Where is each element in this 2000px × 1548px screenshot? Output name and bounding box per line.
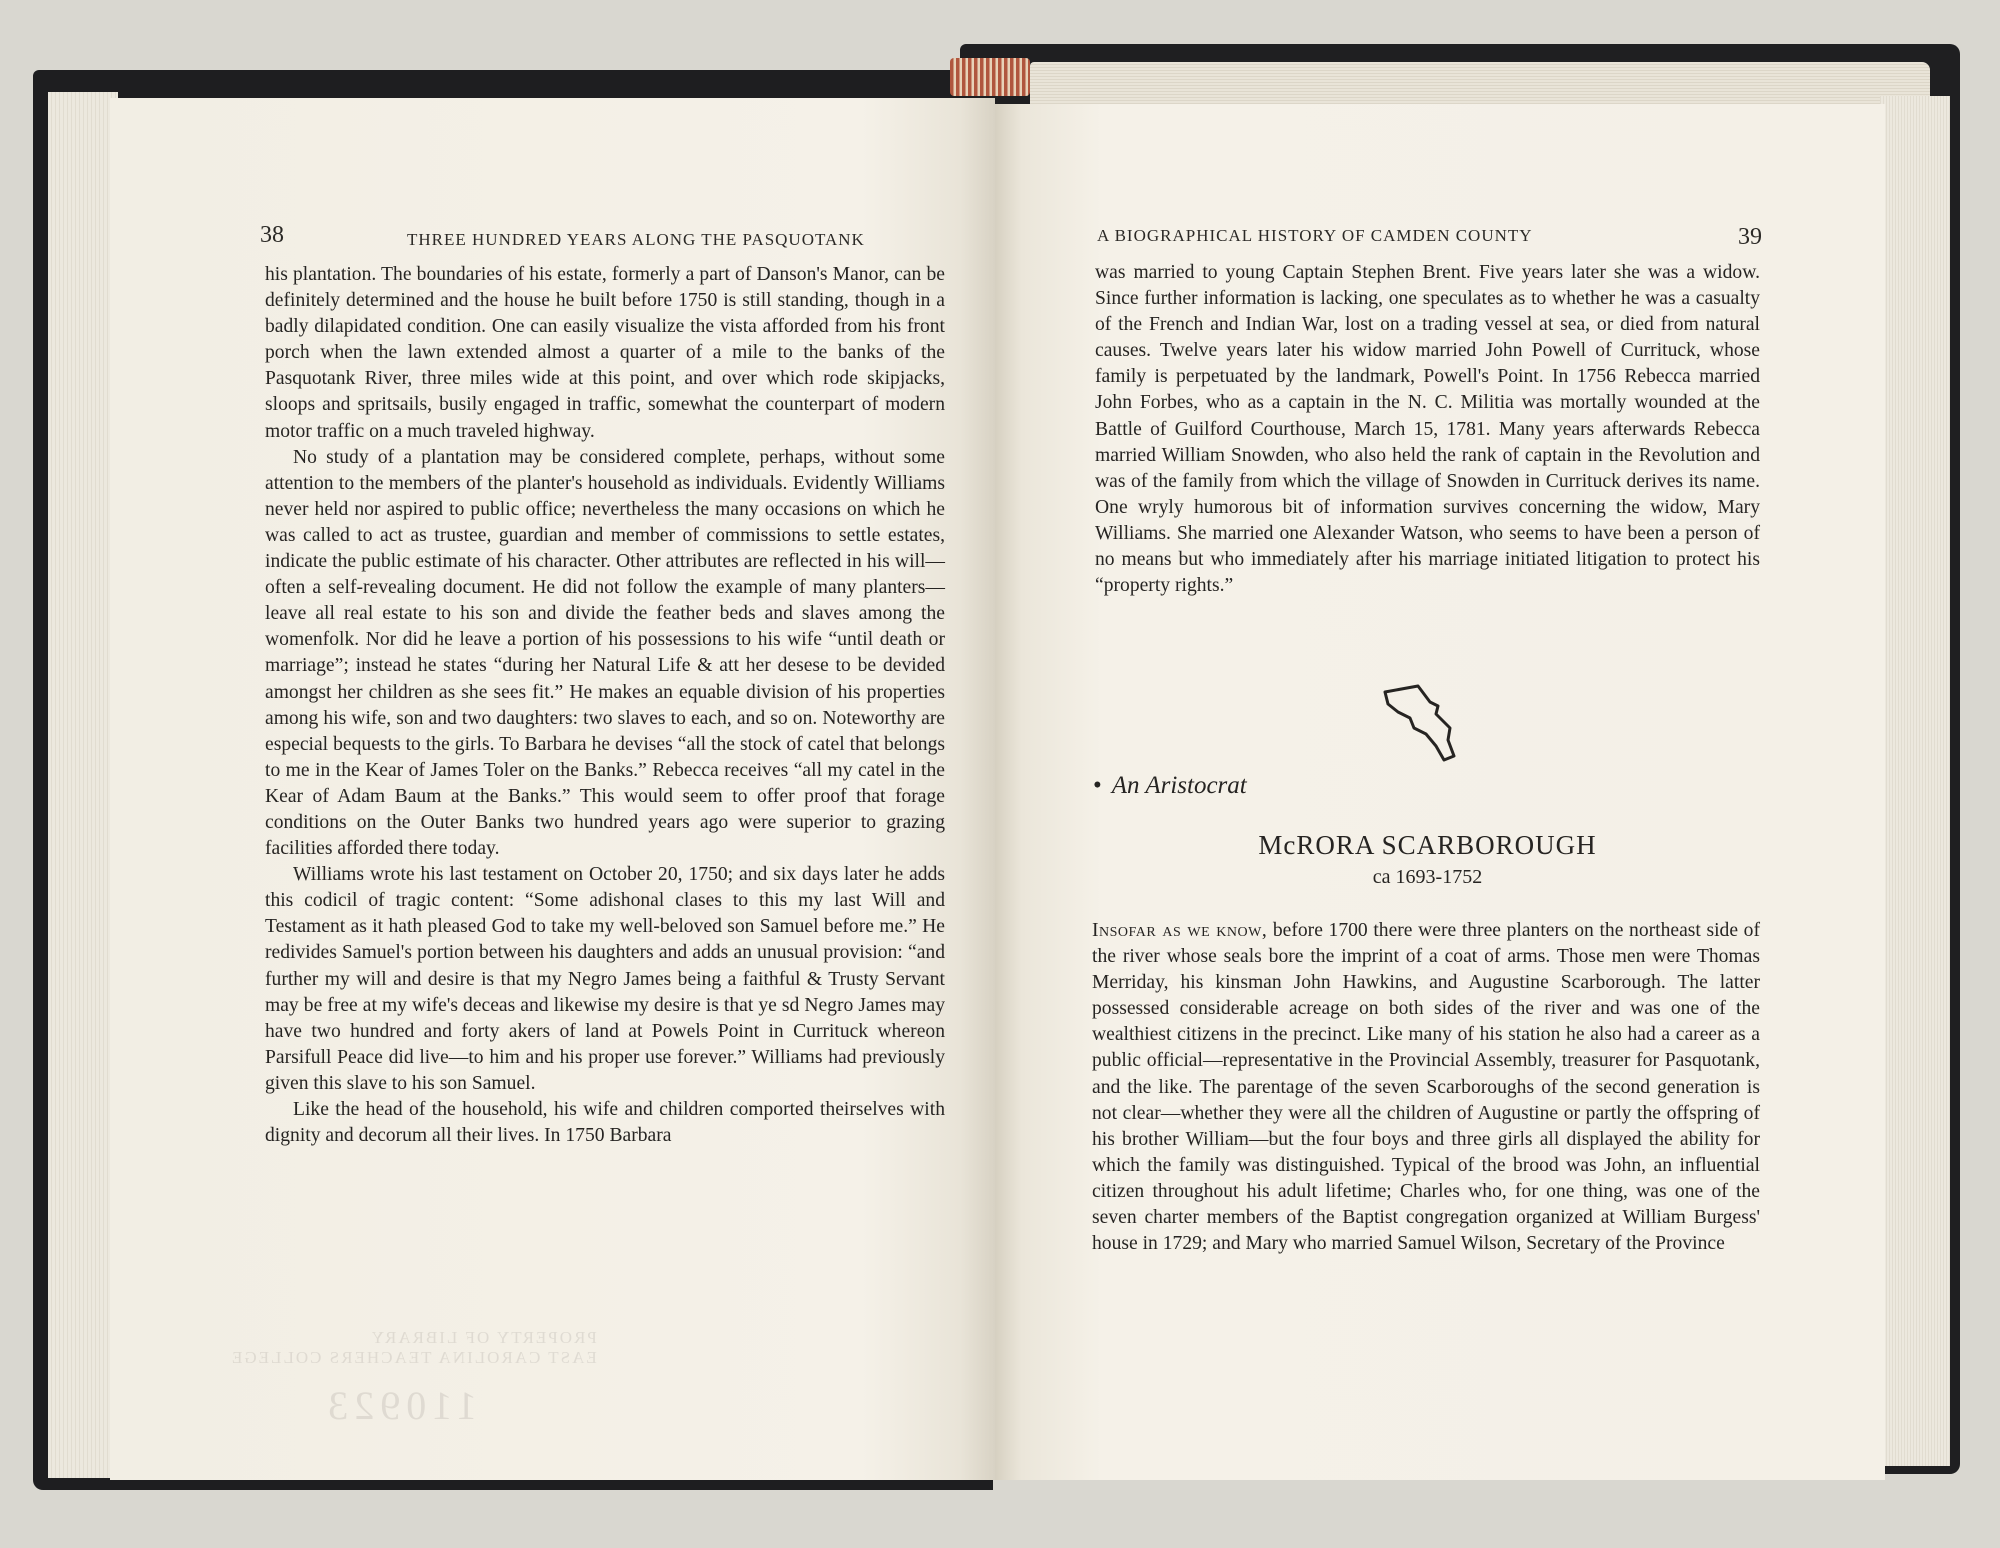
biography-body: before 1700 there were three planters on the northeast side of the river whose seals bore the imprint of a coat of arms. Those men were Thomas Merriday, his kinsman John Hawkins, and Augustine Scarborough. The latter possessed considerable acreage on both sides of the river and was one of the wealthiest citizens in the precinct. Like many of his station he also had a career as a public official—representative in the Provincial Assembly, treasurer for Pasquotank, and the like. The parentage of the seven Scarboroughs of the second generation is not clear—whether they were all the children of Augustine or partly the offspring of his brother William—but the four boys and three girls all displayed the ability for which the family was distinguished. Typical of the brood was John, an influential citizen throughout his adult lifetime; Charles who, for one thing, was one of the seven charter members of the Baptist congregation organized at William Burgess' house in 1729; and Mary who married Samuel Wilson, Secretary of the Province bbox=[1092, 920, 1761, 1255]
map-ornament-icon bbox=[1380, 684, 1460, 764]
page-block-left-edge bbox=[48, 92, 118, 1478]
page-number-left: 38 bbox=[260, 222, 284, 248]
library-stamp bbox=[230, 1328, 597, 1429]
left-paragraph-3: Williams wrote his last testament on October 20, 1750; and six days later he adds this codicil of tragic content: “Some adishonal clases to this my last Will and Testament as it hath pleased God to take my well-beloved son Samuel before me.” He redivides Samuel's portion between his daughters and adds an unusual provision: “and further my will and desire is that my Negro James being a faithful & Trusty Servant may be free at my wife's deceas and likewise my desire is that ye sd Negro James may have two hundred and forty akers of land at Powels Point in Currituck whereon Parsifull Peace did live—to him and his proper use forever.” Williams had previously given this slave to his son Samuel. bbox=[265, 864, 945, 1094]
left-paragraph-4: Like the head of the household, his wife and children comported theirselves with dignity and decorum all their lives. In 1750 Barbara bbox=[265, 1099, 945, 1147]
page-number-right: 39 bbox=[1738, 224, 1762, 250]
right-page-continuation bbox=[1095, 260, 1760, 599]
section-bullet: • bbox=[1093, 772, 1102, 799]
right-paragraph-1: was married to young Captain Stephen Brent. Five years later she was a widow. Since further information is lacking, one speculates as to whether he was a casualty of the French and Indian War, lost on a trading vessel at sea, or died from natural causes. Twelve years later his widow married John Powell of Currituck, whose family is perpetuated by the landmark, Powell's Point. In 1756 Rebecca married John Forbes, who as a captain in the N. C. Militia was mortally wounded at the Battle of Guilford Courthouse, March 15, 1781. Many years afterwards Rebecca married William Snowden, who also held the rank of captain in the Revolution and was of the family from which the village of Snowden in Currituck derives its name. One wryly humorous bit of information survives concerning the widow, Mary Williams. She married one Alexander Watson, who seems to have been a person of no means but who immediately after his marriage initiated litigation to protect his “property rights.” bbox=[1095, 262, 1760, 597]
person-name: McRORA SCARBOROUGH bbox=[1258, 830, 1597, 860]
left-paragraph-1: his plantation. The boundaries of his estate, formerly a part of Danson's Manor, can be definitely determined and the house he built before 1750 is still standing, though in a badly dilapidated condition. One can easily visualize the vista afforded from his front porch when the lawn extended almost a quarter of a mile to the banks of the Pasquotank River, three miles wide at this point, and over which rode skipjacks, sloops and spritsails, busily engaged in traffic, somewhat the counterpart of modern motor traffic on a much traveled highway. bbox=[265, 264, 945, 442]
running-head-right: A BIOGRAPHICAL HISTORY OF CAMDEN COUNTY bbox=[1097, 226, 1533, 245]
section-title-text: An Aristocrat bbox=[1111, 772, 1247, 799]
page-block-right-edge bbox=[1880, 96, 1950, 1466]
right-page bbox=[995, 104, 1885, 1480]
person-dates: ca 1693-1752 bbox=[1372, 866, 1483, 888]
headband bbox=[950, 58, 1030, 96]
page-block-top-edge bbox=[1030, 62, 1930, 108]
biography-lead-in: Insofar as we know, bbox=[1092, 920, 1268, 941]
left-paragraph-2: No study of a plantation may be considered complete, perhaps, without some attention to the members of the planter's household as individuals. Evidently Williams never held nor aspired to public office; nevertheless the many occasions on which he was called to act as trustee, guardian and member of commissions to settle estates, indicate the public estimate of his character. Other attributes are reflected in his will—often a self-revealing document. He did not follow the example of many planters—leave all real estate to his son and divide the feather beds and slaves among the womenfolk. Nor did he leave a portion of his possessions to his wife “until death or marriage”; instead he states “during her Natural Life & att her desese to be devided amongst her children as she sees fit.” He makes an equable division of his properties among his wife, son and two daughters: two slaves to each, and so on. Noteworthy are especial bequests to the girls. To Barbara he devises “all the stock of catel that belongs to me in the Kear of James Toler on the Banks.” Rebecca receives “all my catel in the Kear of Adam Baum at the Banks.” This would seem to offer proof that forage conditions on the Outer Banks two hundred years ago were superior to grazing facilities afforded there today. bbox=[265, 446, 945, 860]
left-page-body bbox=[265, 262, 945, 1149]
right-page-biography bbox=[1092, 918, 1760, 1257]
section-title bbox=[1093, 772, 1247, 800]
left-page bbox=[110, 98, 995, 1480]
library-stamp-line2: EAST CAROLINA TEACHERS COLLEGE bbox=[230, 1348, 597, 1367]
library-stamp-line1: PROPERTY OF LIBRARY bbox=[369, 1328, 597, 1347]
running-head-left: THREE HUNDRED YEARS ALONG THE PASQUOTANK bbox=[407, 230, 865, 249]
library-stamp-number: 110923 bbox=[322, 1383, 477, 1428]
biography-paragraph bbox=[1092, 918, 1760, 1257]
